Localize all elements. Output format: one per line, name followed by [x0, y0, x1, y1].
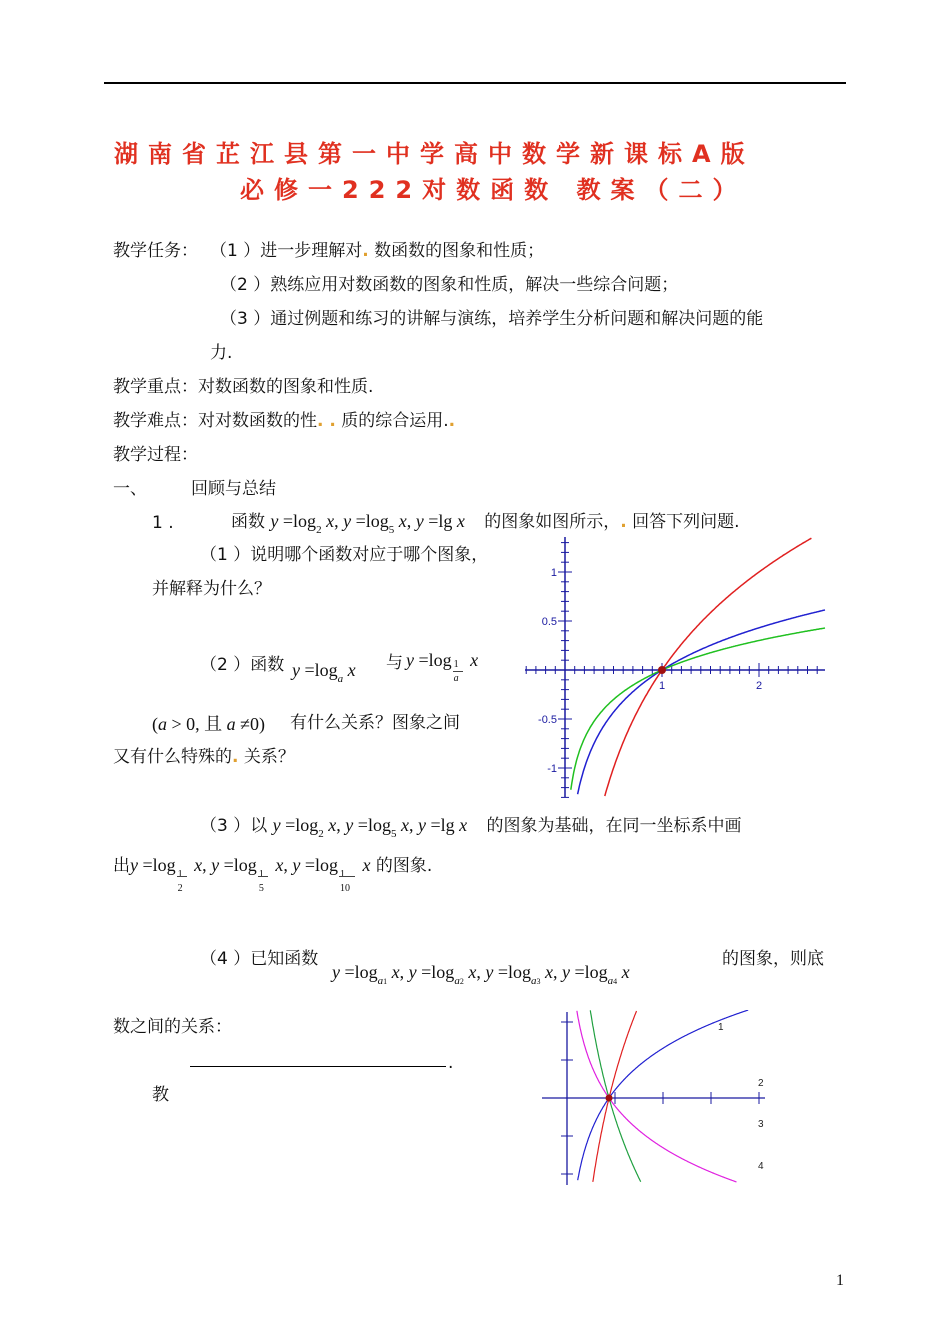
q1-tail2: 回答下列问题. — [632, 512, 740, 532]
q1-1-b: 并解释为什么？ — [152, 579, 271, 599]
y-tick-label: 0.5 — [541, 616, 557, 628]
curve-label: 3 — [758, 1119, 764, 1130]
x-tick-label: 2 — [756, 680, 763, 692]
task-1-text-b: 数函数的图象和性质； — [374, 241, 545, 261]
task-3-cont: 力. — [210, 343, 233, 363]
q1-4-b: 的图象，则底 — [722, 949, 824, 969]
q1-2-d: 关系？ — [243, 747, 295, 767]
page-number: 1 — [836, 1272, 844, 1289]
q1-3-d: 的图象. — [375, 856, 433, 876]
series-line-lg — [571, 628, 825, 790]
y-tick-label: 1 — [550, 567, 557, 579]
marker-dot: . — [362, 241, 369, 261]
q1-4-a: （4 ）已知函数 — [200, 949, 319, 969]
intersection-point — [658, 666, 666, 674]
y-tick-label: -0.5 — [538, 714, 557, 726]
title-line-1: 湖南省芷江县第一中学高中数学新课标A版 — [114, 140, 755, 168]
difficulty-a: 教学难点：对对数函数的性 — [113, 411, 317, 431]
q1-2-f2: y =log $\frac{1}{a}$ x — [406, 650, 479, 684]
marker-dot: . . — [317, 411, 336, 431]
curve-label: 2 — [758, 1078, 764, 1089]
q1-num: 1 . — [152, 513, 174, 533]
difficulty-c: . — [448, 411, 456, 431]
q1-1-a: （1 ）说明哪个函数对应于哪个图象， — [200, 545, 489, 565]
q1-tail: 的图象如图所示， — [484, 512, 621, 532]
curve-label: 4 — [758, 1161, 764, 1172]
marker-dot: . — [232, 747, 239, 767]
q1-3-line2 — [113, 854, 433, 894]
section-1-title: 回顾与总结 — [191, 479, 276, 499]
task-1-text-a: （1 ）进一步理解对 — [210, 241, 363, 261]
task-1-a — [210, 240, 544, 262]
process-label: 教学过程： — [113, 445, 198, 465]
task-3: （3 ）通过例题和练习的讲解与演练，培养学生分析问题和解决问题的能 — [220, 309, 764, 329]
series-line-3 — [577, 1011, 737, 1182]
q1-3-c: 出 — [113, 856, 130, 876]
q1-2-mid: 与 — [386, 653, 403, 673]
tasks-label: 教学任务： — [113, 241, 198, 261]
header-rule — [104, 82, 846, 84]
q1-4-formula: $y =\log_{a1}$ x, $y =\log_{a2}$ x, $y =\log_{a3}$ x, $y =\log_{a4}$ x — [332, 962, 630, 987]
difficulty — [113, 410, 455, 432]
q1-3-formula: $y =\log_2$ x, $y =\log_5$ x, y =lg x — [272, 815, 468, 840]
teach-text: 教 — [152, 1085, 169, 1105]
q1-3-b: 的图象为基础，在同一坐标系中画 — [486, 816, 742, 836]
log-graph-2 — [540, 1010, 780, 1190]
q1-formula: $y =\log_2$ x, $y =\log_5$ x, y =lg x — [270, 511, 465, 536]
title-line-2: 必修一222对数函数 教案（二） — [240, 176, 747, 204]
q1-4-end: . — [448, 1053, 454, 1073]
q1-2-c-text: 又有什么特殊的 — [113, 747, 232, 767]
curve-label: 1 — [718, 1022, 724, 1033]
marker-dot: . — [620, 512, 627, 532]
q1-2-f1: $y =\log_a$ x — [292, 660, 356, 685]
q1-3-formula2: y =log 1 2 x, y =log 1 5 x, y =log 1 10 x — [130, 855, 371, 894]
intersection-point — [606, 1095, 613, 1102]
q1-3-line — [200, 814, 742, 839]
x-tick-label: 1 — [659, 680, 666, 692]
q1-2-a: （2 ）函数 — [200, 655, 285, 675]
q1-2-c — [113, 746, 295, 768]
q1-4-c: 数之间的关系： — [113, 1017, 232, 1037]
q1-3-a: （3 ）以 — [200, 816, 268, 836]
difficulty-b: 质的综合运用. — [341, 411, 449, 431]
key-point: 教学重点：对数函数的图象和性质. — [113, 377, 374, 397]
q1-lead: 函数 — [231, 512, 265, 532]
log-graph-1 — [520, 532, 830, 802]
section-1-num: 一、 — [113, 479, 147, 499]
task-2: （2 ）熟练应用对数函数的图象和性质，解决一些综合问题； — [220, 275, 679, 295]
q1-2-b: 有什么关系？图象之间 — [290, 713, 460, 733]
q1-2-cond: (a > 0, 且 a ≠0) — [152, 714, 266, 734]
answer-blank[interactable] — [190, 1066, 446, 1067]
series-line-log2 — [605, 538, 812, 796]
y-tick-label: -1 — [547, 763, 557, 775]
